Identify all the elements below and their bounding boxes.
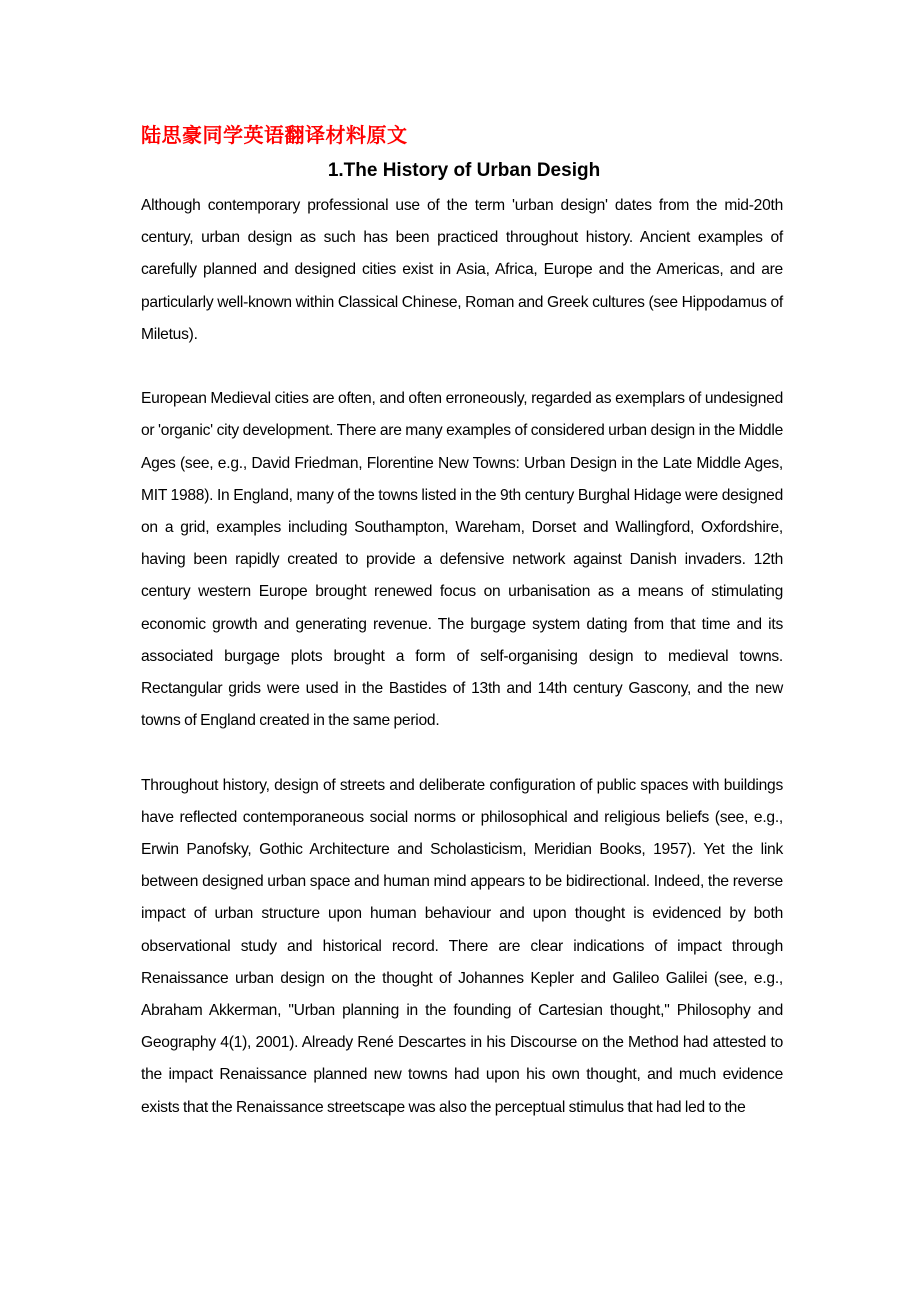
paragraph-2: European Medieval cities are often, and often erroneously, regarded as exemplars of undesigned or 'organic' city development. There are many examples of considered urban design in the Middle Ages (see, e.g., David Friedman, Florentine New Towns: Urban Design in the Late Middle Ages, MIT 1988). In England, many of the towns listed in the 9th century Burghal Hidage were designed on a grid, examples including Southampton, Wareham, Dorset and Wallingford, Oxfordshire, having been rapidly created to provide a defensive network against Danish invaders. 12th century western Europe brought renewed focus on urbanisation as a means of stimulating economic growth and generating revenue. The burgage system dating from that time and its associated burgage plots brought a form of self-organising design to medieval towns. Rectangular grids were used in the Bastides of 13th and 14th century Gascony, and the new towns of England created in the same period. xyxy=(141,390,783,730)
paragraph-spacer xyxy=(141,737,783,769)
paragraph-1: Although contemporary professional use of the term 'urban design' dates from the mid-20th century, urban design as such has been practiced throughout history. Ancient examples of carefully planned and designed cities exist in Asia, Africa, Europe and the Americas, and are particularly well-known within Classical Chinese, Roman and Greek cultures (see Hippodamus of Miletus). xyxy=(141,197,783,343)
paragraph-3: Throughout history, design of streets and deliberate configuration of public spaces with buildings have reflected contemporaneous social norms or philosophical and religious beliefs (see, e.g., Erwin Panofsky, Gothic Architecture and Scholasticism, Meridian Books, 1957). Yet the link between designed urban space and human mind appears to be bidirectional. Indeed, the reverse impact of urban structure upon human behaviour and upon thought is evidenced by both observational study and historical record. There are clear indications of impact through Renaissance urban design on the thought of Johannes Kepler and Galileo Galilei (see, e.g., Abraham Akkerman, "Urban planning in the founding of Cartesian thought," Philosophy and Geography 4(1), 2001). Already René Descartes in his Discourse on the Method had attested to the impact Renaissance planned new towns had upon his own thought, and much evidence exists that the Renaissance streetscape was also the perceptual stimulus that had led to the xyxy=(141,776,783,1116)
chinese-heading: 陆思豪同学英语翻译材料原文 xyxy=(141,123,408,147)
paragraph-spacer xyxy=(141,351,783,383)
document-body xyxy=(141,118,783,1124)
document-title: 1.The History of Urban Desigh xyxy=(327,160,601,181)
